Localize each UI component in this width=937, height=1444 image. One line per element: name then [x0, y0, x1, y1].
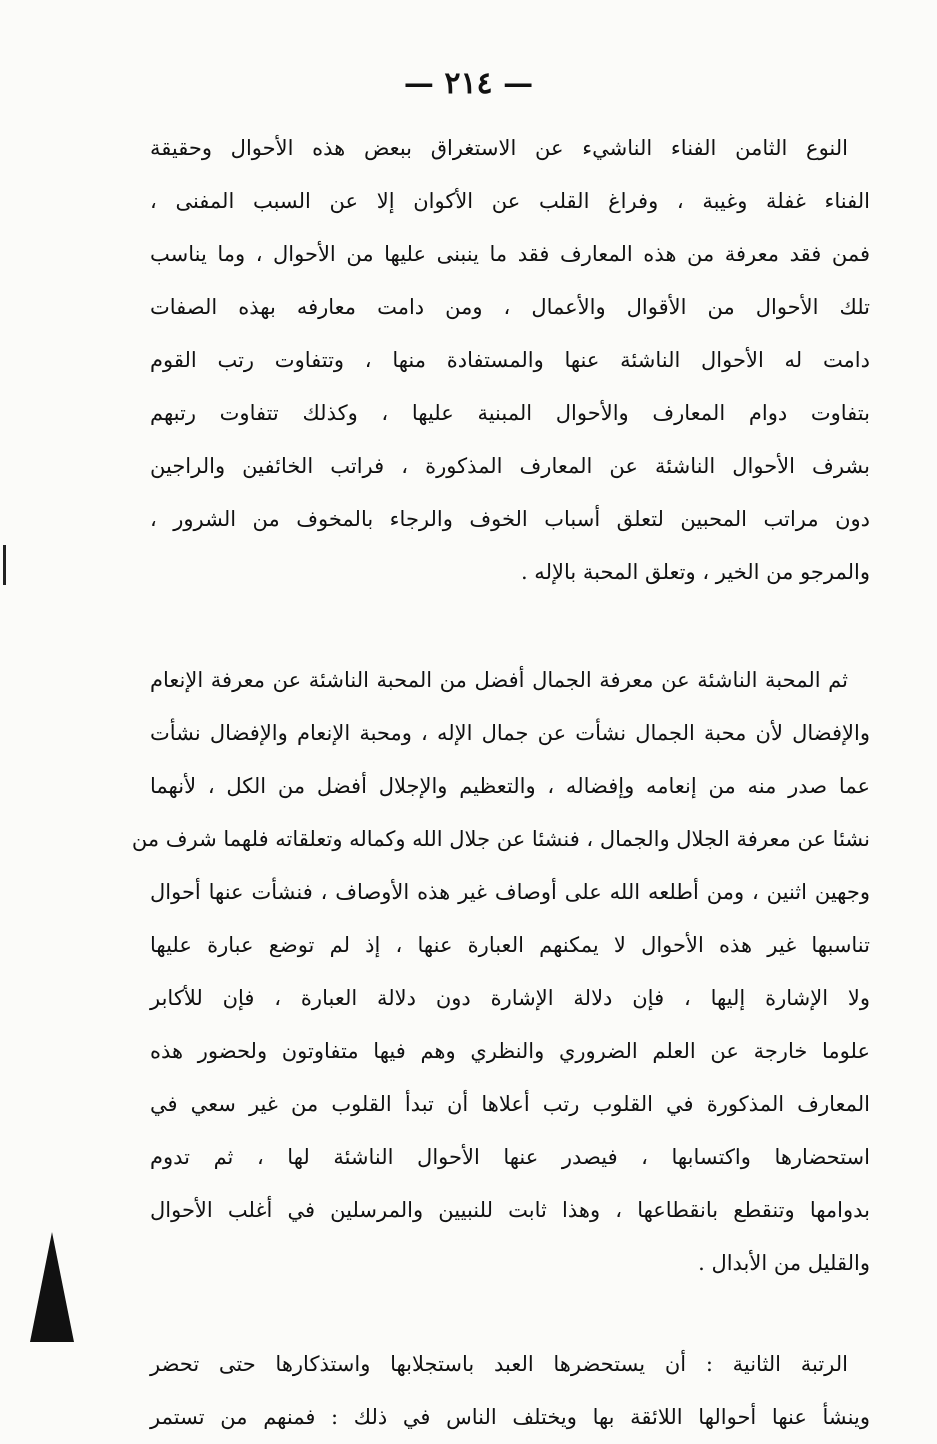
text-line: والإفضال لأن محبة الجمال نشأت عن جمال الإله ، ومحبة الإنعام والإفضال نشأت: [150, 721, 870, 745]
text-line: ولا الإشارة إليها ، فإن دلالة الإشارة دون دلالة العبارة ، فإن للأكابر: [150, 986, 870, 1010]
paragraph-3: [150, 1338, 870, 1444]
text-line: بتفاوت دوام المعارف والأحوال المبنية عليها ، وكذلك تتفاوت رتبهم: [150, 401, 870, 425]
paragraph-1: [150, 122, 870, 599]
text-line: بدوامها وتنقطع بانقطاعها ، وهذا ثابت للنبيين والمرسلين في أغلب الأحوال: [150, 1198, 870, 1222]
text-line: والمرجو من الخير ، وتعلق المحبة بالإله .: [520, 560, 870, 584]
scan-edge-shadow: [30, 1232, 74, 1342]
body-text: [131, 122, 870, 1444]
text-line: وجهين اثنين ، ومن أطلعه الله على أوصاف غير هذه الأوصاف ، فنشأت عنها أحوال: [150, 880, 870, 904]
text-line: دون مراتب المحبين لتعلق أسباب الخوف والرجاء بالمخوف من الشرور ،: [150, 507, 870, 531]
text-line: نشئا عن معرفة الجلال والجمال ، فنشئا عن جلال الله وكماله وتعلقاته فلهما شرف من: [131, 827, 870, 851]
text-line: علوما خارجة عن العلم الضروري والنظري وهم فيها متفاوتون ولحضور هذه: [150, 1039, 870, 1063]
text-line: فمن فقد معرفة من هذه المعارف فقد ما ينبنى عليها من الأحوال ، وما يناسب: [150, 242, 870, 266]
scan-edge-mark: [3, 545, 6, 585]
text-line: تناسبها غير هذه الأحوال لا يمكنهم العبارة عنها ، إذ لم توضع عبارة عليها: [150, 933, 870, 957]
text-line: دامت له الأحوال الناشئة عنها والمستفادة منها ، وتتفاوت رتب القوم: [150, 348, 870, 372]
page-number: — ٢١٤ —: [403, 66, 534, 101]
text-line: تلك الأحوال من الأقوال والأعمال ، ومن دامت معارفه بهذه الصفات: [150, 295, 870, 319]
text-line: الفناء غفلة وغيبة ، وفراغ القلب عن الأكوان إلا عن السبب المفنى ،: [150, 189, 870, 213]
text-line: استحضارها واكتسابها ، فيصدر عنها الأحوال الناشئة لها ، ثم تدوم: [150, 1145, 870, 1169]
text-line: بشرف الأحوال الناشئة عن المعارف المذكورة ، فراتب الخائفين والراجين: [150, 454, 870, 478]
text-line: عما صدر منه من إنعامه وإفضاله ، والتعظيم والإجلال أفضل من الكل ، لأنهما: [150, 774, 870, 798]
text-line: المعارف المذكورة في القلوب رتب أعلاها أن تبدأ القلوب من غير سعي في: [150, 1092, 870, 1116]
text-line: وينشأ عنها أحوالها اللائقة بها ويختلف الناس في ذلك : فمنهم من تستمر: [150, 1405, 870, 1429]
text-line: والقليل من الأبدال .: [698, 1251, 870, 1275]
text-line: الرتبة الثانية : أن يستحضرها العبد باستجلابها واستذكارها حتى تحضر: [150, 1352, 848, 1376]
text-line: ثم المحبة الناشئة عن معرفة الجمال أفضل من المحبة الناشئة عن معرفة الإنعام: [150, 668, 848, 692]
paragraph-2: [131, 654, 870, 1290]
text-line: النوع الثامن الفناء الناشيء عن الاستغراق ببعض هذه الأحوال وحقيقة: [150, 136, 848, 160]
